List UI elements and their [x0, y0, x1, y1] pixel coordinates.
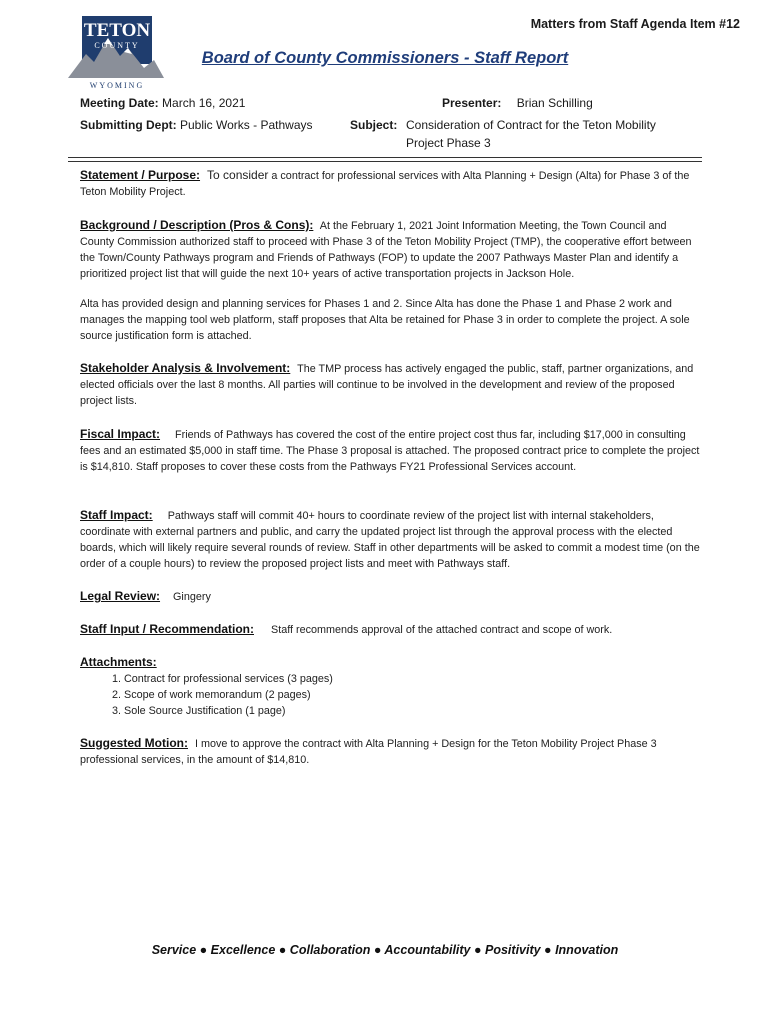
- section-staff-impact: [80, 507, 702, 572]
- legal-text: Gingery: [173, 591, 211, 603]
- stakeholder-text: The TMP process has actively engaged the public, staff, partner organizations, and elected officials over the last 8 months. All parties will continue to be involved in the development and review of the proposed project lists.: [80, 363, 694, 407]
- attachment-item: 3. Sole Source Justification (1 page): [124, 703, 702, 719]
- logo-text-county: COUNTY: [94, 41, 140, 50]
- subject-line-1: Consideration of Contract for the Teton Mobility: [406, 118, 656, 132]
- background-heading: Background / Description (Pros & Cons):: [80, 218, 314, 232]
- presenter-label: Presenter:: [442, 96, 502, 110]
- background-text-2: Alta has provided design and planning services for Phases 1 and 2. Since Alta has done the Phase 1 and Phase 2 work and manages the mapping tool web platform, staff proposes that Alta be retained for Phase 3 in order to complete the project. A sole source justification form is attached.: [80, 298, 690, 342]
- dept-label: Submitting Dept:: [80, 118, 177, 132]
- footer-values: Service ● Excellence ● Collaboration ● Accountability ● Positivity ● Innovation: [151, 943, 619, 957]
- logo-text-teton: TETON: [83, 20, 151, 41]
- recommendation-text: Staff recommends approval of the attached contract and scope of work.: [271, 624, 613, 636]
- statement-lead: To consider: [207, 168, 269, 182]
- section-background: [80, 217, 702, 282]
- header-divider-bottom: [68, 161, 702, 162]
- statement-heading: Statement / Purpose:: [80, 168, 201, 182]
- section-recommendation: [80, 621, 702, 638]
- attachment-item: 1. Contract for professional services (3 pages): [124, 671, 702, 687]
- subject-label: Subject:: [350, 118, 398, 132]
- motion-heading: Suggested Motion:: [80, 736, 188, 750]
- background-text: At the February 1, 2021 Joint Information Meeting, the Town Council and County Commission authorized staff to proceed with Phase 3 of the Teton Mobility Project (TMP), the cooperative effort between the Town/County Pathways program and Friends of Pathways (FOP) to update the 2007 Pathways Master Plan and identify a prioritized project list that will guide the next 10+ years of active transportation projects in Jackson Hole.: [80, 220, 692, 280]
- presenter-value: Brian Schilling: [516, 96, 593, 110]
- section-statement: [80, 167, 702, 200]
- section-stakeholder: [80, 360, 702, 409]
- section-motion: [80, 735, 702, 768]
- attachment-item: 2. Scope of work memorandum (2 pages): [124, 687, 702, 703]
- attachments-list: [80, 671, 702, 719]
- submitting-dept: [80, 116, 313, 134]
- logo-text-wyoming: WYOMING: [89, 81, 145, 90]
- staff-impact-text: Pathways staff will commit 40+ hours to coordinate review of the project list with internal stakeholders, coordinate with external partners and public, and carry the updated project list through the approval process with the elected boards, which will likely require several rounds of review. Staff in other departments will be asked to commit a modest time (on the order of a couple hours) to review the proposed project lists and meet with Pathways staff.: [80, 510, 700, 570]
- section-attachments: [80, 654, 702, 719]
- fiscal-text: Friends of Pathways has covered the cost of the entire project cost thus far, including $17,000 in consulting fees and an estimated $5,000 in staff time. The Phase 3 proposal is attached. The proposed contract price to complete the project is $14,810. Staff proposes to cover these costs from the Pathways FY21 Professional Services account.: [80, 429, 700, 473]
- attachments-heading: Attachments:: [80, 655, 157, 669]
- agenda-item-label: Matters from Staff Agenda Item #12: [530, 17, 740, 31]
- subject-value: [406, 116, 656, 152]
- staff-impact-heading: Staff Impact:: [80, 508, 153, 522]
- statement-text: a contract for professional services with Alta Planning + Design (Alta) for Phase 3 of the Teton Mobility Project.: [80, 170, 690, 198]
- subject-line-2: Project Phase 3: [406, 136, 491, 150]
- meeting-date-label: Meeting Date:: [80, 96, 159, 110]
- stakeholder-heading: Stakeholder Analysis & Involvement:: [80, 361, 291, 375]
- subject: [350, 116, 700, 152]
- section-background-2: [80, 296, 702, 344]
- section-legal: [80, 588, 702, 605]
- section-fiscal: [80, 426, 702, 475]
- fiscal-heading: Fiscal Impact:: [80, 427, 161, 441]
- legal-heading: Legal Review:: [80, 589, 161, 603]
- motion-text: I move to approve the contract with Alta Planning + Design for the Teton Mobility Project Phase 3 professional services, in the amount of $14,810.: [80, 738, 657, 766]
- presenter: [442, 94, 593, 112]
- meeting-date-value: March 16, 2021: [162, 96, 246, 110]
- dept-value: Public Works - Pathways: [180, 118, 313, 132]
- recommendation-heading: Staff Input / Recommendation:: [80, 622, 254, 636]
- report-title: Board of County Commissioners - Staff Report: [201, 49, 569, 67]
- header-divider-top: [68, 157, 702, 158]
- meeting-date: [80, 94, 245, 112]
